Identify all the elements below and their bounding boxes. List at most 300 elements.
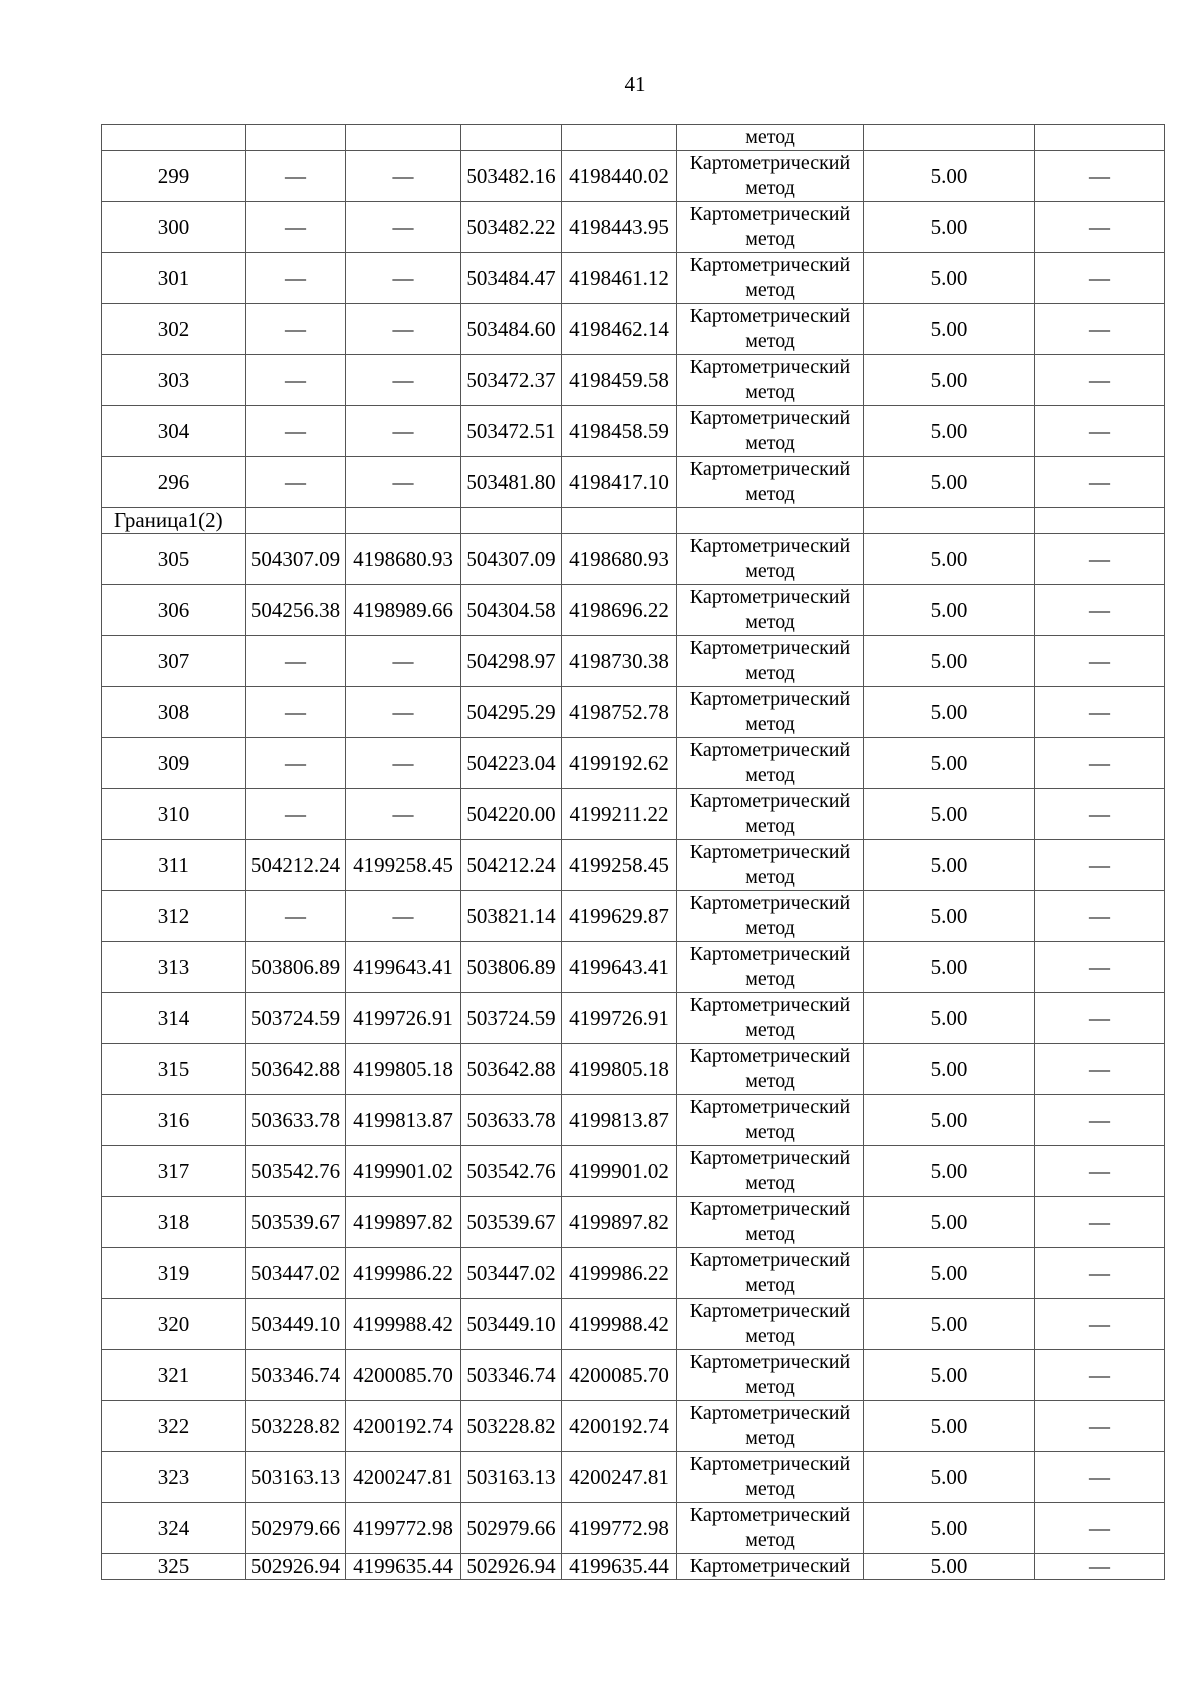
old-x: — — [246, 151, 346, 202]
point-number: 319 — [102, 1248, 246, 1299]
description: — — [1035, 534, 1165, 585]
section-row — [102, 508, 1165, 534]
description: — — [1035, 789, 1165, 840]
method-line1: Картометрический — [689, 1147, 851, 1169]
old-y: 4199986.22 — [346, 1248, 461, 1299]
new-y: 4200247.81 — [562, 1452, 677, 1503]
description: — — [1035, 1452, 1165, 1503]
description: — — [1035, 891, 1165, 942]
old-y: 4199258.45 — [346, 840, 461, 891]
new-y: 4198696.22 — [562, 585, 677, 636]
point-number: 303 — [102, 355, 246, 406]
method-cell — [677, 406, 864, 457]
new-x: 503163.13 — [461, 1452, 562, 1503]
new-y: 4198458.59 — [562, 406, 677, 457]
accuracy: 5.00 — [864, 687, 1035, 738]
point-number: 302 — [102, 304, 246, 355]
new-x: 504307.09 — [461, 534, 562, 585]
accuracy: 5.00 — [864, 1350, 1035, 1401]
new-y: 4198680.93 — [562, 534, 677, 585]
new-y: 4198730.38 — [562, 636, 677, 687]
method-line2: метод — [745, 483, 795, 505]
description: — — [1035, 1401, 1165, 1452]
old-y: 4199805.18 — [346, 1044, 461, 1095]
new-x: 503642.88 — [461, 1044, 562, 1095]
old-y: — — [346, 789, 461, 840]
method-line2: метод — [745, 1376, 795, 1398]
method-cell — [677, 687, 864, 738]
old-x: 503447.02 — [246, 1248, 346, 1299]
method-line2: метод — [745, 1223, 795, 1245]
old-x: — — [246, 738, 346, 789]
table-row — [102, 304, 1165, 355]
old-y: 4199988.42 — [346, 1299, 461, 1350]
new-y: 4198752.78 — [562, 687, 677, 738]
table-row — [102, 636, 1165, 687]
method-line1: Картометрический — [689, 152, 851, 174]
point-number: 320 — [102, 1299, 246, 1350]
coordinates-table — [101, 124, 1165, 1580]
table-row — [102, 738, 1165, 789]
method-line2: метод — [745, 1121, 795, 1143]
new-y: 4198443.95 — [562, 202, 677, 253]
accuracy: 5.00 — [864, 1095, 1035, 1146]
accuracy: 5.00 — [864, 1299, 1035, 1350]
description: — — [1035, 202, 1165, 253]
method-line2: метод — [745, 560, 795, 582]
method-line1: Картометрический — [689, 1249, 851, 1271]
old-y: 4199813.87 — [346, 1095, 461, 1146]
point-number: 310 — [102, 789, 246, 840]
old-y: 4198989.66 — [346, 585, 461, 636]
new-x: 503447.02 — [461, 1248, 562, 1299]
table-row — [102, 891, 1165, 942]
method-line2: метод — [745, 330, 795, 352]
old-x: — — [246, 355, 346, 406]
table-row — [102, 1350, 1165, 1401]
table-row — [102, 355, 1165, 406]
new-y: 4199988.42 — [562, 1299, 677, 1350]
method-cell — [677, 534, 864, 585]
method-line2: метод — [745, 432, 795, 454]
method-line2: метод — [745, 1172, 795, 1194]
table-row — [102, 1146, 1165, 1197]
table-row — [102, 1299, 1165, 1350]
accuracy: 5.00 — [864, 1401, 1035, 1452]
old-x: — — [246, 406, 346, 457]
point-number: 299 — [102, 151, 246, 202]
old-y: — — [346, 636, 461, 687]
point-number: 311 — [102, 840, 246, 891]
point-number: 321 — [102, 1350, 246, 1401]
new-x: 504295.29 — [461, 687, 562, 738]
old-x: 503806.89 — [246, 942, 346, 993]
method-cell — [677, 355, 864, 406]
method-line1: Картометрический — [689, 943, 851, 965]
description: — — [1035, 1197, 1165, 1248]
method-line2: метод — [745, 662, 795, 684]
method-cell — [677, 1299, 864, 1350]
table-row — [102, 406, 1165, 457]
method-line2: метод — [745, 713, 795, 735]
method-cell — [677, 1146, 864, 1197]
description: — — [1035, 1146, 1165, 1197]
method-cell — [677, 457, 864, 508]
method-line1: Картометрический — [689, 739, 851, 761]
method-line1: Картометрический — [689, 1402, 851, 1424]
old-y: — — [346, 355, 461, 406]
table-row — [102, 1554, 1165, 1580]
old-x: 504256.38 — [246, 585, 346, 636]
accuracy: 5.00 — [864, 840, 1035, 891]
old-y: 4200247.81 — [346, 1452, 461, 1503]
accuracy: 5.00 — [864, 253, 1035, 304]
old-y: 4198680.93 — [346, 534, 461, 585]
method-line2: метод — [745, 764, 795, 786]
method-line1: Картометрический — [689, 305, 851, 327]
table-row — [102, 1044, 1165, 1095]
method-cell — [677, 993, 864, 1044]
method-cell — [677, 1401, 864, 1452]
method-line1: Картометрический — [689, 1045, 851, 1067]
new-y: 4198461.12 — [562, 253, 677, 304]
old-y: — — [346, 687, 461, 738]
accuracy: 5.00 — [864, 789, 1035, 840]
table-row — [102, 457, 1165, 508]
old-x: 503539.67 — [246, 1197, 346, 1248]
description: — — [1035, 253, 1165, 304]
old-y: 4199897.82 — [346, 1197, 461, 1248]
table-row — [102, 993, 1165, 1044]
continuation-row — [102, 125, 1165, 151]
method-line1: Картометрический — [689, 203, 851, 225]
accuracy: 5.00 — [864, 1503, 1035, 1554]
page-number: 41 — [624, 72, 646, 96]
point-number: 316 — [102, 1095, 246, 1146]
method-cell — [677, 1197, 864, 1248]
method-line2: метод — [745, 1478, 795, 1500]
new-y: 4199192.62 — [562, 738, 677, 789]
old-x: 503642.88 — [246, 1044, 346, 1095]
old-y: — — [346, 202, 461, 253]
point-number: 306 — [102, 585, 246, 636]
point-number: 296 — [102, 457, 246, 508]
method-line1: Картометрический — [689, 688, 851, 710]
new-x: 503472.51 — [461, 406, 562, 457]
new-x: 503806.89 — [461, 942, 562, 993]
old-y: 4199643.41 — [346, 942, 461, 993]
description: — — [1035, 636, 1165, 687]
new-y: 4199629.87 — [562, 891, 677, 942]
method-line1: Картометрический — [689, 1504, 851, 1526]
method-line2: метод — [745, 177, 795, 199]
accuracy: 5.00 — [864, 202, 1035, 253]
old-y: 4199635.44 — [346, 1554, 461, 1580]
method-line1: Картометрический — [689, 586, 851, 608]
old-x: 502979.66 — [246, 1503, 346, 1554]
new-y: 4198440.02 — [562, 151, 677, 202]
method-line2: метод — [745, 228, 795, 250]
method-cell — [677, 891, 864, 942]
old-y: 4200192.74 — [346, 1401, 461, 1452]
description: — — [1035, 151, 1165, 202]
table-row — [102, 534, 1165, 585]
description: — — [1035, 687, 1165, 738]
old-x: 503228.82 — [246, 1401, 346, 1452]
method-line1: Картометрический — [689, 254, 851, 276]
point-number: 313 — [102, 942, 246, 993]
point-number: 304 — [102, 406, 246, 457]
method-cell — [677, 202, 864, 253]
method-cell — [677, 1350, 864, 1401]
accuracy: 5.00 — [864, 151, 1035, 202]
new-y: 4200192.74 — [562, 1401, 677, 1452]
method-line2: метод — [745, 279, 795, 301]
method-cell — [677, 840, 864, 891]
table-row — [102, 202, 1165, 253]
method-cell — [677, 942, 864, 993]
table-row — [102, 1197, 1165, 1248]
description: — — [1035, 1095, 1165, 1146]
table-row — [102, 840, 1165, 891]
old-x: — — [246, 304, 346, 355]
new-y: 4199258.45 — [562, 840, 677, 891]
method-line2: метод — [745, 968, 795, 990]
point-number: 312 — [102, 891, 246, 942]
description: — — [1035, 1503, 1165, 1554]
point-number: 325 — [102, 1554, 246, 1580]
new-x: 503481.80 — [461, 457, 562, 508]
old-x: — — [246, 253, 346, 304]
new-x: 504298.97 — [461, 636, 562, 687]
new-y: 4199726.91 — [562, 993, 677, 1044]
accuracy: 5.00 — [864, 1452, 1035, 1503]
new-x: 504223.04 — [461, 738, 562, 789]
new-y: 4198417.10 — [562, 457, 677, 508]
new-y: 4199643.41 — [562, 942, 677, 993]
method-cell: метод — [677, 125, 864, 151]
description: — — [1035, 1350, 1165, 1401]
new-x: 502979.66 — [461, 1503, 562, 1554]
old-y: — — [346, 253, 461, 304]
method-line1: Картометрический — [689, 637, 851, 659]
method-line1: Картометрический — [689, 994, 851, 1016]
accuracy: 5.00 — [864, 636, 1035, 687]
new-x: 503484.60 — [461, 304, 562, 355]
accuracy: 5.00 — [864, 1554, 1035, 1580]
new-y: 4199901.02 — [562, 1146, 677, 1197]
table-row — [102, 1095, 1165, 1146]
old-x: 503724.59 — [246, 993, 346, 1044]
method-line1: Картометрический — [689, 535, 851, 557]
new-x: 503633.78 — [461, 1095, 562, 1146]
old-x: — — [246, 457, 346, 508]
old-y: — — [346, 406, 461, 457]
old-x: 503346.74 — [246, 1350, 346, 1401]
old-x: 503449.10 — [246, 1299, 346, 1350]
old-x: — — [246, 202, 346, 253]
point-number: 307 — [102, 636, 246, 687]
method-cell — [677, 1503, 864, 1554]
point-number: 317 — [102, 1146, 246, 1197]
old-y: 4199901.02 — [346, 1146, 461, 1197]
method-line1: Картометрический — [689, 1096, 851, 1118]
table-row — [102, 253, 1165, 304]
new-y: 4198459.58 — [562, 355, 677, 406]
method-cell — [677, 1248, 864, 1299]
accuracy: 5.00 — [864, 1197, 1035, 1248]
table-row — [102, 687, 1165, 738]
old-x: — — [246, 687, 346, 738]
old-x: 504212.24 — [246, 840, 346, 891]
point-number: 315 — [102, 1044, 246, 1095]
table-row — [102, 151, 1165, 202]
section-label: Граница1(2) — [102, 508, 246, 534]
old-x: 503633.78 — [246, 1095, 346, 1146]
new-x: 503228.82 — [461, 1401, 562, 1452]
method-cell — [677, 636, 864, 687]
accuracy: 5.00 — [864, 1248, 1035, 1299]
new-x: 503482.16 — [461, 151, 562, 202]
old-y: — — [346, 304, 461, 355]
method-line2: метод — [745, 1427, 795, 1449]
old-x: 502926.94 — [246, 1554, 346, 1580]
accuracy: 5.00 — [864, 355, 1035, 406]
new-y: 4199897.82 — [562, 1197, 677, 1248]
new-y: 4199805.18 — [562, 1044, 677, 1095]
new-x: 503821.14 — [461, 891, 562, 942]
method-cell — [677, 585, 864, 636]
accuracy: 5.00 — [864, 1044, 1035, 1095]
new-x: 503484.47 — [461, 253, 562, 304]
new-y: 4200085.70 — [562, 1350, 677, 1401]
table-row — [102, 1248, 1165, 1299]
point-number: 318 — [102, 1197, 246, 1248]
old-x: 503163.13 — [246, 1452, 346, 1503]
description: — — [1035, 1554, 1165, 1580]
method-line1: Картометрический — [689, 841, 851, 863]
method-cell: Картометрический — [677, 1554, 864, 1580]
method-line1: Картометрический — [689, 1198, 851, 1220]
old-y: — — [346, 738, 461, 789]
point-number: 301 — [102, 253, 246, 304]
old-x: — — [246, 789, 346, 840]
method-line1: Картометрический — [689, 1300, 851, 1322]
description: — — [1035, 355, 1165, 406]
old-y: 4200085.70 — [346, 1350, 461, 1401]
old-y: — — [346, 891, 461, 942]
new-y: 4199772.98 — [562, 1503, 677, 1554]
description: — — [1035, 457, 1165, 508]
new-y: 4199986.22 — [562, 1248, 677, 1299]
method-line1: Картометрический — [689, 1351, 851, 1373]
method-line1: Картометрический — [689, 407, 851, 429]
new-x: 503542.76 — [461, 1146, 562, 1197]
new-x: 502926.94 — [461, 1554, 562, 1580]
method-line1: Картометрический — [689, 356, 851, 378]
new-x: 504212.24 — [461, 840, 562, 891]
description: — — [1035, 738, 1165, 789]
method-line2: метод — [745, 1070, 795, 1092]
point-number: 305 — [102, 534, 246, 585]
method-line2: метод — [745, 815, 795, 837]
point-number: 314 — [102, 993, 246, 1044]
point-number: 300 — [102, 202, 246, 253]
accuracy: 5.00 — [864, 738, 1035, 789]
method-line2: метод — [745, 1274, 795, 1296]
method-line2: метод — [745, 866, 795, 888]
new-x: 504304.58 — [461, 585, 562, 636]
method-line2: метод — [745, 1019, 795, 1041]
old-y: — — [346, 151, 461, 202]
new-x: 503346.74 — [461, 1350, 562, 1401]
old-y: 4199726.91 — [346, 993, 461, 1044]
description: — — [1035, 585, 1165, 636]
description: — — [1035, 1248, 1165, 1299]
new-x: 504220.00 — [461, 789, 562, 840]
table-row — [102, 585, 1165, 636]
method-line1: Картометрический — [689, 892, 851, 914]
accuracy: 5.00 — [864, 993, 1035, 1044]
new-x: 503539.67 — [461, 1197, 562, 1248]
table-row — [102, 1401, 1165, 1452]
accuracy: 5.00 — [864, 585, 1035, 636]
method-line2: метод — [745, 611, 795, 633]
accuracy: 5.00 — [864, 942, 1035, 993]
accuracy: 5.00 — [864, 457, 1035, 508]
method-line2: метод — [745, 1325, 795, 1347]
accuracy: 5.00 — [864, 304, 1035, 355]
accuracy: 5.00 — [864, 534, 1035, 585]
description: — — [1035, 1044, 1165, 1095]
accuracy: 5.00 — [864, 1146, 1035, 1197]
method-line1: Картометрический — [689, 1453, 851, 1475]
new-x: 503482.22 — [461, 202, 562, 253]
new-y: 4198462.14 — [562, 304, 677, 355]
method-cell — [677, 1452, 864, 1503]
new-x: 503449.10 — [461, 1299, 562, 1350]
table-row — [102, 1503, 1165, 1554]
table-row — [102, 1452, 1165, 1503]
method-line2: метод — [745, 917, 795, 939]
point-number: 324 — [102, 1503, 246, 1554]
description: — — [1035, 993, 1165, 1044]
table-row — [102, 942, 1165, 993]
old-y: — — [346, 457, 461, 508]
description: — — [1035, 840, 1165, 891]
method-line1: Картометрический — [689, 458, 851, 480]
method-cell — [677, 1044, 864, 1095]
description: — — [1035, 304, 1165, 355]
old-x: 503542.76 — [246, 1146, 346, 1197]
point-number: 323 — [102, 1452, 246, 1503]
old-y: 4199772.98 — [346, 1503, 461, 1554]
old-x: 504307.09 — [246, 534, 346, 585]
method-line2: метод — [745, 1529, 795, 1551]
point-number: 309 — [102, 738, 246, 789]
description: — — [1035, 1299, 1165, 1350]
new-x: 503472.37 — [461, 355, 562, 406]
method-cell — [677, 738, 864, 789]
method-line1: Картометрический — [689, 790, 851, 812]
table-row — [102, 789, 1165, 840]
new-y: 4199211.22 — [562, 789, 677, 840]
accuracy: 5.00 — [864, 406, 1035, 457]
old-x: — — [246, 891, 346, 942]
method-cell — [677, 304, 864, 355]
method-line2: метод — [745, 381, 795, 403]
new-x: 503724.59 — [461, 993, 562, 1044]
